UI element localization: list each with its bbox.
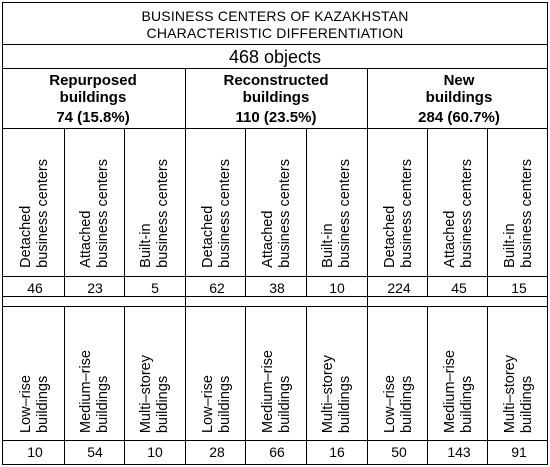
type-value: 10 [329,280,345,296]
type-value: 62 [209,280,225,296]
type-value: 45 [451,280,467,296]
type-value: 23 [87,280,103,296]
type-value: 224 [387,280,411,296]
height-label-cell [4,311,66,437]
height-label-cell [124,311,186,437]
group-reconstructed-name [183,72,369,106]
type-label-cell [4,131,66,272]
type-label-cell [488,131,550,272]
height-label: Low–rise buildings [18,374,51,433]
group-name-line-2: buildings [425,89,493,106]
type-label: Attached business centers [442,159,475,268]
group-new-name [366,72,550,106]
group-name-line-2: buildings [59,89,127,106]
type-value: 15 [511,280,527,296]
group-name-line-1: New [443,72,475,89]
type-label: Attached business centers [260,159,293,268]
type-label: Attached business centers [78,159,111,268]
height-label: Low–rise buildings [382,374,415,433]
type-label-cell [428,131,490,272]
height-value: 16 [329,444,345,460]
height-label-cell [186,311,248,437]
type-value: 38 [269,280,285,296]
type-label: Detached business centers [200,159,233,268]
title-line-1: BUSINESS CENTERS OF KAZAKHSTAN [141,8,409,24]
type-label: Built-in business centers [320,159,353,268]
height-label-cell [246,311,308,437]
group-name-line-2: buildings [242,89,310,106]
group-repurposed-name [0,72,186,106]
height-value: 54 [87,444,103,460]
height-value: 66 [269,444,285,460]
group-reconstructed-count: 110 (23.5%) [235,109,317,126]
height-label: Low–rise buildings [200,374,233,433]
type-label-cell [186,131,248,272]
type-label: Detached business centers [18,159,51,268]
height-label-cell [306,311,368,437]
height-value: 28 [209,444,225,460]
type-value: 5 [151,280,159,296]
height-value: 91 [511,444,527,460]
height-value: 50 [391,444,407,460]
type-label-cell [306,131,368,272]
title-line-2: CHARACTERISTIC DIFFERENTIATION [146,25,404,41]
height-label-cell [368,311,430,437]
group-name-line-1: Repurposed [49,72,137,89]
height-label-cell [488,311,550,437]
height-label: Medium–rise buildings [78,350,111,433]
type-label-cell [246,131,308,272]
height-label: Multi–storey buildings [138,354,171,433]
height-label: Medium–rise buildings [260,350,293,433]
height-label: Multi–storey buildings [320,354,353,433]
height-value: 143 [447,444,471,460]
type-label: Built-in business centers [502,159,535,268]
height-value: 10 [27,444,43,460]
height-label: Medium–rise buildings [442,350,475,433]
type-label-cell [124,131,186,272]
height-label: Multi–storey buildings [502,354,535,433]
type-label: Detached business centers [382,159,415,268]
height-value: 10 [147,444,163,460]
group-new-count: 284 (60.7%) [418,109,500,126]
type-label-cell [64,131,126,272]
group-repurposed-count: 74 (15.8%) [56,109,130,126]
group-name-line-1: Reconstructed [223,72,329,89]
height-label-cell [64,311,126,437]
type-value: 46 [27,280,43,296]
height-label-cell [428,311,490,437]
total-objects: 468 objects [228,47,322,67]
type-label: Built-in business centers [138,159,171,268]
type-label-cell [368,131,430,272]
